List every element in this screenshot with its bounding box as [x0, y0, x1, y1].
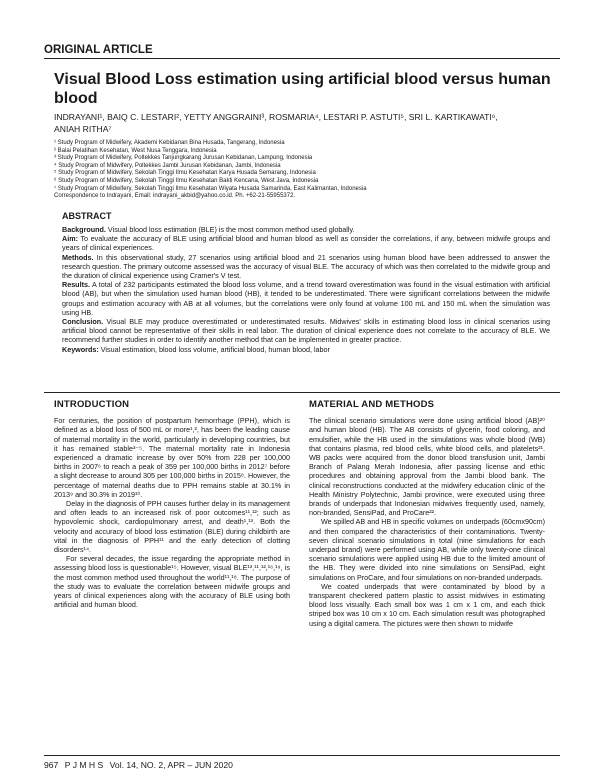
paper-title: Visual Blood Loss estimation using artificial blood versus human blood [54, 71, 551, 107]
methods-paragraph: We spilled AB and HB in specific volumes on underpads (60cmx90cm) and then compared the characteristics of their contaminations. Twenty-seven clinical scenario simulations in total (nine simulations for each underpad brand) were performed using AB, while only twenty-one clinical scenario simulations were applied using HB due to the limited amount of the HB. They were divided into nine simulations on SensiPad, eight simulations on ProCare, and four simulations on non-branded underpads. [309, 517, 545, 582]
abstract-keywords [62, 345, 550, 354]
page-footer [44, 760, 237, 770]
affiliation: ⁴ Study Program of Midwifery, Poltekkes Jambi Jurusan Kebidanan, Jambi, Indonesia [54, 162, 281, 169]
abstract-heading: ABSTRACT [62, 211, 112, 221]
intro-paragraph: For centuries, the position of postpartum hemorrhage (PPH), which is defined as a blood loss of 500 mL or more¹,², has been the leading cause of maternal mortality in the world, particularly in developing countries, but it has remained stable³⁻⁵. The maternal mortality rate in Indonesia experienced a dramatic increase by over 50% from 228 per 100,000 births in 2007⁶ to reach a peak of 359 per 100,000 births in 2012⁷ before a slight decrease to around 305 per 100,000 births in 2015⁸. However, the percentage of maternal deaths due to PPH remains stable at 30.1% in 2013⁹ and 30.3% in 2019¹⁰. [54, 416, 290, 499]
affiliation: ³ Study Program of Midwifery, Poltekkes Tanjungkarang Jurusan Kebidanan, Lampung, Indonesia [54, 155, 313, 162]
conclusion-text: Visual BLE may produce overestimated or underestimated results. Midwives' skills in estimating blood loss in clinical scenarios using artificial blood cannot be representative of their skills in real labor. The duration of clinical experience does not correlate to the accuracy of BLE. We recommend further studies in order to identify another method that can be implemented in greater practice. [62, 317, 550, 345]
affiliation: ¹ Study Program of Midwifery, Akademi Kebidanan Bina Husada, Tangerang, Indonesia [54, 140, 285, 146]
affiliation: ² Balai Pelatihan Kesehatan, West Nusa Tenggara, Indonesia [54, 147, 217, 154]
results-text: A total of 232 participants estimated the blood loss volume, and a trend toward overestimation was found in the visual estimation with artificial blood (AB), but when the simulation used human blood (HB), it tended to be underestimated. There were significant correlations between the midwife groups and estimation accuracy with AB at all volumes, but the correlations were only found at volume 100 mL and 150 mL when the simulation was using HB. [62, 280, 550, 317]
top-rule [44, 58, 560, 59]
aim-text: To evaluate the accuracy of BLE using artificial blood and human blood as well as consider the correlations, if any, between midwife groups and years of clinical experiences. [62, 234, 550, 253]
affiliations [54, 140, 544, 201]
intro-paragraph: Delay in the diagnosis of PPH causes further delay in its management and often leads to an increased risk of poor outcomes¹¹,¹²; such as hypovolemic shock, cardiopulmonary arrest, and death¹,¹³. Both the velocity and accuracy of blood loss estimation (BLE) during childbirth are vital in the diagnosis of PPH¹¹ and the early detection of clotting disorders¹⁴. [54, 499, 290, 555]
article-type: ORIGINAL ARTICLE [44, 44, 153, 56]
left-column [54, 400, 290, 609]
section-rule [44, 392, 560, 393]
introduction-heading: INTRODUCTION [54, 399, 130, 410]
methods-heading: MATERIAL AND METHODS [309, 399, 435, 410]
abstract-conclusion [62, 317, 550, 345]
background-text: Visual blood loss estimation (BLE) is the most common method used globally. [105, 225, 355, 234]
abstract-results [62, 280, 550, 317]
methods-text: In this observational study, 27 scenarios using artificial blood and 21 scenarios using human blood have been addressed to answer the research question. The primary outcome assessed was the accuracy of visual BLE. The accuracy of which was then correlated to the midwife group and the duration of clinical experience using Cramer's V test. [62, 252, 550, 281]
affiliation: ⁷ Study Program of Midwifery, Sekolah Tinggi Ilmu Kesehatan Wiyata Husada Samarinda, East Kalimantan, Indonesia [54, 185, 367, 192]
correspondence: Correspondence to Indrayani, Email: indrayani_akbid@yahoo.co.id. Ph. +62-21-55955372. [54, 193, 296, 200]
abstract-section [62, 211, 550, 354]
footer-rule [44, 755, 560, 756]
methods-label: Methods. [62, 252, 94, 262]
page-number: 967 [44, 760, 59, 770]
journal-issue: Vol. 14, NO. 2, APR – JUN 2020 [109, 760, 233, 770]
affiliation: ⁵ Study Program of Midwifery, Sekolah Tinggi Ilmu Kesehatan Karya Husada Semarang, Indonesia [54, 170, 316, 177]
abstract-aim [62, 234, 550, 252]
conclusion-label: Conclusion. [62, 317, 104, 327]
background-label: Background. [62, 225, 106, 234]
aim-label: Aim: [62, 234, 78, 244]
results-label: Results. [62, 280, 90, 290]
right-column [309, 400, 545, 628]
journal-name: P J M H S [64, 760, 104, 770]
abstract-background [62, 225, 550, 234]
abstract-methods [62, 253, 550, 281]
intro-paragraph: For several decades, the issue regarding the appropriate method in assessing blood loss is questionable¹⁵. However, visual BLE¹³,¹¹,¹²,¹⁶,¹⁹, is the most common method used throughout the world¹¹,¹⁸. The purpose of the study was to evaluate the correlation between midwife groups and years of clinical experiences along with the accuracy of BLE using both artificial and human blood. [54, 554, 290, 610]
author-list: INDRAYANI¹, BAIQ C. LESTARI², YETTY ANGGRAINI³, ROSMARIA⁴, LESTARI P. ASTUTI⁵, SRI L. KARTIKAWATI⁶, ANIAH RITHA⁷ [54, 112, 498, 134]
affiliation: ⁶ Study Program of Midwifery, Sekolah Tinggi Ilmu Kesehatan Bakti Kencana, West Java, Indonesia [54, 177, 319, 184]
keywords-text: Visual estimation, blood loss volume, artificial blood, human blood, labor [98, 344, 330, 354]
methods-paragraph: We coated underpads that were contaminated by blood by a transparent checkered pattern plastic to assist midwives in estimating blood loss visually. Each small box was 1 cm x 1 cm, and each thick striped box was 10 cm x 10 cm. Each simulation result was photographed using a digital camera. The pictures were then shown to midwife [309, 581, 545, 628]
keywords-label: Keywords: [62, 344, 99, 354]
methods-paragraph: The clinical scenario simulations were done using artificial blood (AB)²⁰ and human blood (HB). The AB consists of glycerin, food coloring, and emulsifier, while the HB used in the simulations was whole blood (WB) that contains plasma, red blood cells, white blood cells, and platelets²¹. WB packs were acquired from the donor blood transfusion unit, Jambi Branch of Palang Merah Indonesia, after passing license and ethic procedures and obtaining approval from the Jambi blood bank. The clinical reconstructions conducted at the midwifery education clinic of the Health Ministry Polytechnic, Jambi province, were executed using three brands of underpads that Indonesian midwives frequently used, namely, non-branded, SensiPad, and ProCare²². [309, 416, 545, 518]
